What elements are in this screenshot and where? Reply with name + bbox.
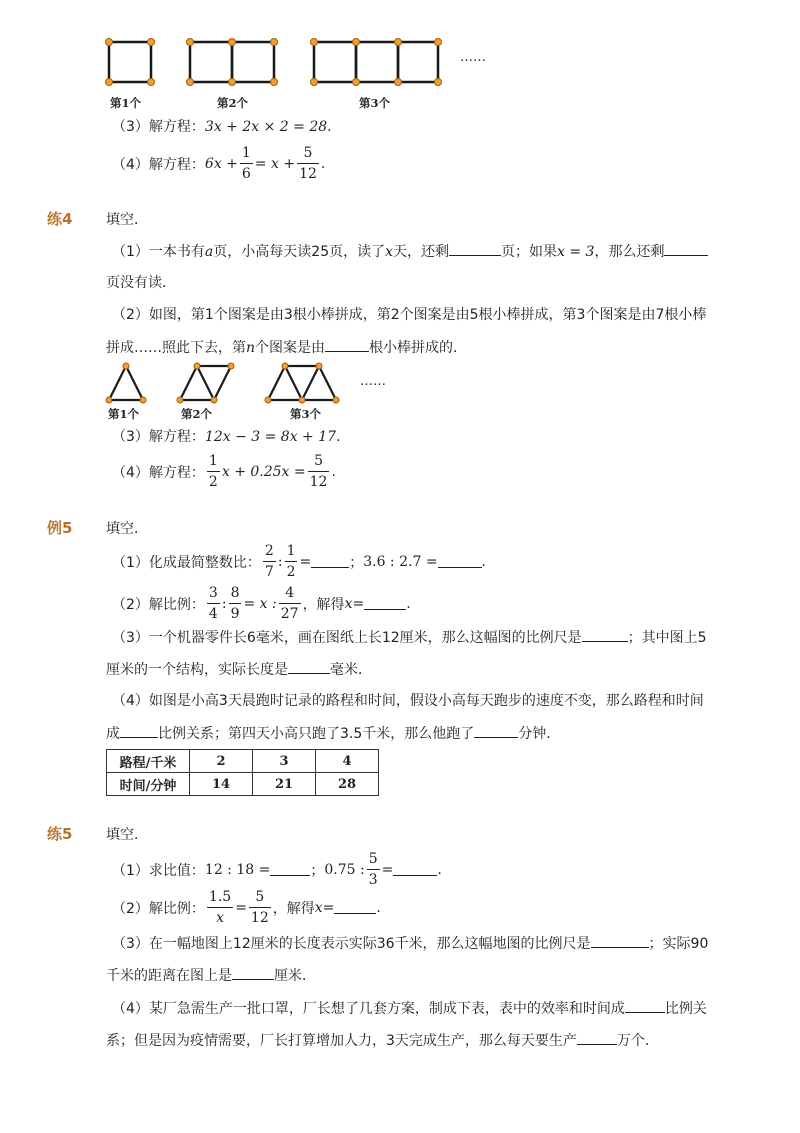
lian4-q1-line1: （1）一本书有a页，小高每天读25页，读了x天，还剩 页；如果x = 3，那么还剩 [112, 241, 708, 262]
table-cell: 4 [316, 750, 379, 773]
triangles-caption-1: 第1个 [108, 407, 140, 421]
squares-caption-2: 第2个 [217, 96, 249, 110]
li5-q2: （2）解比例： $\frac{3}{4}$ : $\frac{8}{9}$ = x : $\frac{4}{27}$ ，解得 x = . [112, 585, 411, 622]
lian4-q4: （4）解方程： $\frac{1}{2}$ x + 0.25x = $\frac{5}{12}$ . [112, 453, 336, 490]
table-row [107, 750, 379, 773]
li5-q4-line2: 成 比例关系；第四天小高只跑了3.5千米，那么他跑了 分钟． [106, 723, 560, 744]
blank [474, 723, 518, 738]
lian4-q2-line1: （2）如图，第1个图案是由3根小棒拼成，第2个图案是由5根小棒拼成，第3个图案是由7根小棒 [112, 307, 707, 323]
blank [577, 1030, 617, 1045]
blank [288, 659, 330, 674]
table-cell: 14 [190, 773, 253, 796]
triangles-caption-3: 第3个 [290, 407, 322, 421]
lian5-q4-line1: （4）某厂急需生产一批口罩，厂长想了几套方案，制成下表，表中的效率和时间成 比例关 [112, 998, 707, 1019]
table-cell: 2 [190, 750, 253, 773]
lian4-q4-fraction-1: $\frac{1}{2}$ [208, 453, 218, 490]
prev-q4: （4）解方程： 6x + $\frac{1}{6}$ = x + $\frac{5}{12}$ . [112, 145, 326, 182]
blank [438, 555, 482, 568]
lian5-q2-fraction-1: $\frac{1.5}{x}$ [208, 889, 232, 926]
blank [582, 627, 628, 642]
section-label-lian5: 练5 [47, 825, 73, 843]
lian5-q3-line1: （3）在一幅地图上12厘米的长度表示实际36千米，那么这幅地图的比例尺是 ；实际90 [112, 933, 708, 954]
li5-q2-fraction-2: $\frac{8}{9}$ [230, 585, 240, 622]
blank [664, 241, 708, 256]
lian5-q1: （1）求比值： 12 : 18 = ； 0.75 : $\frac{5}{3}$ = . [112, 851, 442, 888]
blank [334, 901, 376, 914]
li5-q1: （1）化成最简整数比： $\frac{2}{7}$ : $\frac{1}{2}$ = ； 3.6 : 2.7 = . [112, 543, 486, 580]
blank [311, 555, 349, 568]
lian5-q1-fraction: $\frac{5}{3}$ [368, 851, 378, 888]
prev-q4-prefix: （4）解方程： [112, 156, 205, 173]
lian5-q3-line2: 千米的距离在图上是 厘米． [106, 965, 316, 986]
lian5-heading: 填空． [106, 827, 148, 843]
prev-q4-fraction-2: $\frac{5}{12}$ [299, 145, 317, 182]
prev-q4-fraction-1: $\frac{1}{6}$ [241, 145, 251, 182]
lian4-q3: （3）解方程：12x − 3 = 8x + 17. [112, 429, 341, 445]
lian5-q4-line2: 系；但是因为疫情需要，厂长打算增加人力，3天完成生产，那么每天要生产 万个． [106, 1030, 659, 1051]
li5-heading: 填空． [106, 521, 148, 537]
prev-q3-equation: 3x + 2x × 2 = 28 [204, 119, 328, 135]
squares-dots: …… [460, 50, 486, 65]
distance-time-table [106, 749, 379, 796]
lian4-q2-line2: 拼成……照此下去，第n个图案是由 根小棒拼成的． [106, 337, 467, 358]
triangles-caption-2: 第2个 [181, 407, 213, 421]
blank [232, 965, 274, 980]
table-header-cell: 路程/千米 [107, 750, 190, 773]
section-label-li5: 例5 [47, 519, 73, 537]
table-cell: 28 [316, 773, 379, 796]
lian4-q1-line2: 页没有读． [106, 275, 176, 291]
blank [625, 998, 665, 1013]
li5-q1-fraction-1: $\frac{2}{7}$ [264, 543, 274, 580]
table-row [107, 773, 379, 796]
li5-q4-line1: （4）如图是小高3天晨跑时记录的路程和时间，假设小高每天跑步的速度不变，那么路程和时间 [112, 693, 704, 709]
lian5-q2-fraction-2: $\frac{5}{12}$ [250, 889, 269, 926]
blank [364, 597, 406, 610]
lian4-q4-fraction-2: $\frac{5}{12}$ [309, 453, 328, 490]
li5-q1-fraction-2: $\frac{1}{2}$ [286, 543, 296, 580]
blank [120, 723, 158, 738]
prev-q4-mid: = x + [254, 155, 296, 172]
squares-caption-3: 第3个 [359, 96, 391, 110]
li5-q3-line1: （3）一个机器零件长6毫米，画在图纸上长12厘米，那么这幅图的比例尺是 ；其中图上5 [112, 627, 707, 648]
table-cell: 3 [253, 750, 316, 773]
lian4-heading: 填空． [106, 212, 148, 228]
table-header-cell: 时间/分钟 [107, 773, 190, 796]
li5-q2-fraction-3: $\frac{4}{27}$ [280, 585, 299, 622]
squares-caption-1: 第1个 [110, 96, 142, 110]
blank [591, 933, 649, 948]
blank [325, 337, 369, 352]
prev-q4-lhs: 6x + [204, 155, 238, 172]
table-cell: 21 [253, 773, 316, 796]
li5-q2-fraction-1: $\frac{3}{4}$ [208, 585, 218, 622]
prev-q3-prefix: （3）解方程： [112, 119, 205, 135]
section-label-lian4: 练4 [47, 210, 73, 228]
squares-figure [100, 36, 510, 92]
lian5-q2: （2）解比例： $\frac{1.5}{x}$ = $\frac{5}{12}$ ，解得 x = . [112, 889, 381, 926]
prev-q3: （3）解方程：3x + 2x × 2 = 28. [112, 119, 332, 135]
triangles-figure [100, 360, 360, 406]
li5-q3-line2: 厘米的一个结构，实际长度是 毫米． [106, 659, 372, 680]
triangles-dots: …… [360, 374, 386, 389]
blank [270, 863, 310, 876]
blank [449, 241, 501, 256]
blank [393, 863, 437, 876]
